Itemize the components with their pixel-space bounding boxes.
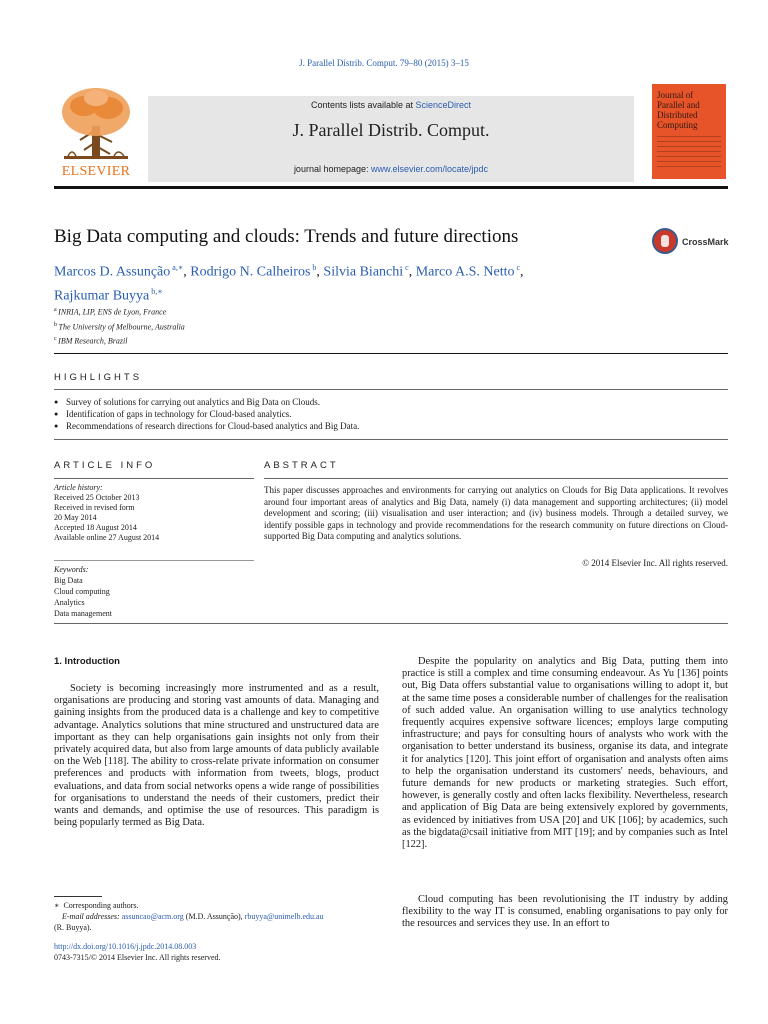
journal-homepage-link[interactable]: www.elsevier.com/locate/jpdc: [371, 164, 489, 174]
author-separator: ,: [183, 264, 191, 280]
footnote-email-owner: (R. Buyya).: [54, 923, 92, 932]
contents-line: Contents lists available at ScienceDirect: [310, 100, 472, 110]
journal-citation[interactable]: J. Parallel Distrib. Comput. 79–80 (2015) 3–15: [299, 58, 469, 68]
affiliation-line: $^c$ IBM Research, Brazil: [54, 336, 128, 346]
abstract-rule: [264, 478, 728, 479]
keyword: Cloud computing: [54, 587, 110, 596]
highlights-heading: HIGHLIGHTS: [54, 372, 143, 383]
affiliation-line: $^b$ The University of Melbourne, Australia: [54, 321, 185, 332]
footnote-corresponding: ∗ Corresponding authors.: [54, 901, 139, 910]
author-name[interactable]: Silvia Bianchi: [323, 264, 404, 280]
crossmark-icon: [652, 228, 678, 254]
doi-block: [54, 941, 379, 963]
author-affiliation-marker[interactable]: a,∗: [170, 263, 184, 272]
history-label: Article history:: [54, 483, 103, 492]
journal-info-box: [148, 96, 634, 182]
history-line: Accepted 18 August 2014: [54, 523, 137, 532]
keyword: Big Data: [54, 576, 83, 585]
author-name[interactable]: Rajkumar Buyya: [54, 288, 150, 304]
sciencedirect-link[interactable]: ScienceDirect: [415, 100, 472, 110]
journal-cover-thumbnail[interactable]: [652, 84, 726, 179]
footnote: [54, 900, 379, 933]
highlight-item: ● Identification of gaps in technology for Cloud-based analytics.: [54, 408, 359, 420]
keyword: Data management: [54, 609, 112, 618]
email-link[interactable]: assuncao@acm.org: [121, 912, 184, 921]
article-history: [54, 483, 254, 543]
crossmark-label: CrossMark: [682, 237, 729, 247]
article-info-heading: ARTICLE INFO: [54, 460, 156, 471]
tree-icon: [54, 84, 138, 164]
author-separator: ,: [316, 264, 324, 280]
history-line: 20 May 2014: [54, 513, 97, 522]
journal-name: J. Parallel Distrib. Comput.: [292, 120, 490, 140]
publisher-name: ELSEVIER: [61, 164, 131, 179]
history-line: Received in revised form: [54, 503, 135, 512]
doi-link[interactable]: http://dx.doi.org/10.1016/j.jpdc.2014.08.003: [54, 942, 197, 951]
abstract-heading: ABSTRACT: [264, 460, 339, 471]
keywords: [54, 564, 254, 619]
author-affiliation-marker[interactable]: b,∗: [149, 286, 163, 296]
author-name[interactable]: Marco A.S. Netto: [415, 264, 515, 280]
highlight-item: ● Survey of solutions for carrying out analytics and Big Data on Clouds.: [54, 396, 359, 408]
homepage-line: journal homepage: www.elsevier.com/locate/jpdc: [293, 164, 489, 174]
footnote-emails: E-mail addresses: assuncao@acm.org (M.D. Assunção), rbuyya@unimelb.edu.au: [62, 912, 324, 921]
article-title: Big Data computing and clouds: Trends and future directions: [54, 226, 519, 247]
elsevier-logo: [54, 84, 138, 182]
author-affiliation-marker[interactable]: c: [514, 263, 521, 272]
footnote-rule: [54, 896, 102, 897]
highlights-list: [54, 396, 359, 432]
crossmark-button[interactable]: [652, 228, 728, 256]
title-rule: [54, 353, 728, 354]
highlight-item: ● Recommendations of research directions for Cloud-based analytics and Big Data.: [54, 420, 359, 432]
highlights-bottom-rule: [54, 439, 728, 440]
header-rule: [54, 186, 728, 189]
author-separator: ,: [408, 264, 416, 280]
keywords-label: Keywords:: [54, 565, 89, 574]
body-paragraph: Society is becoming increasingly more instrumented and as a result, organisations are producing and storing vast amounts of data. Managing and gaining insights from the produced data is a challenge and key to competitive advantage. Analytics solutions that mine structured and unstructured data are important as they can help organisations gain insights not only from their privately acquired data, but also from large amounts of data publicly available on the Web [118]. The ability to cross-relate private information on consumer preferences and products with information from tweets, blogs, product evaluations, and data from social networks opens a wide range of possibilities for organisations to understand the needs of their customers, predict their wants and demands, and optimise the use of resources. This paradigm is being popularly termed as Big Data.: [54, 683, 379, 829]
affiliation-line: $^a$ INRIA, LIP, ENS de Lyon, France: [54, 307, 167, 317]
affiliations: [54, 304, 185, 348]
cover-texture: [657, 136, 721, 170]
author-separator: ,: [520, 264, 524, 280]
history-line: Available online 27 August 2014: [54, 533, 160, 542]
front-matter-rule: [54, 623, 728, 624]
author-list: [54, 258, 614, 305]
abstract-copyright: © 2014 Elsevier Inc. All rights reserved.: [582, 558, 728, 568]
cover-title: Journal of Parallel and Distributed Computing: [657, 90, 700, 130]
issn-line: 0743-7315/© 2014 Elsevier Inc. All rights reserved.: [54, 953, 221, 962]
email-link[interactable]: rbuyya@unimelb.edu.au: [244, 912, 324, 921]
history-line: Received 25 October 2013: [54, 493, 140, 502]
body-paragraph: Cloud computing has been revolutionising the IT industry by adding flexibility to the way IT is consumed, enabling organisations to pay only for the resources and services they use. In an effort to: [402, 894, 728, 930]
section-heading: 1. Introduction: [54, 656, 120, 667]
author-name[interactable]: Marcos D. Assunção: [54, 264, 171, 280]
article-info-rule: [54, 478, 254, 479]
author-affiliation-marker[interactable]: c: [403, 263, 409, 272]
keyword: Analytics: [54, 598, 85, 607]
body-paragraph: Despite the popularity on analytics and Big Data, putting them into practice is still a complex and time consuming endeavour. As Yu [136] points out, Big Data offers substantial value to organisations willing to adopt it, but at the same time poses a considerable number of challenges for the realisation of such added value. An organisation willing to use analytics technology frequently acquires expensive software licences; employs large computing infrastructure; and pays for consulting hours of analysts who work with the organisation to better understand its business, organise its data, and integrate it for analytics [120]. This joint effort of organisation and analysts often aims to help the organisation understand its customers' needs, behaviours, and future demands for new products or marketing strategies. Such effort, however, is generally costly and often lacks flexibility. Nevertheless, research and application of Big Data are being extensively explored by governments, as evidenced by initiatives from USA [20] and UK [106]; by academics, such as the bigdata@csail initiative from MIT [19]; and by companies such as Intel [122].: [402, 656, 728, 851]
abstract-text: This paper discusses approaches and environments for carrying out analytics on Clouds for Big Data applications. It revolves around four important areas of analytics and Big Data, namely (i) data management and supporting architectures; (ii) model development and scoring; (iii) visualisation and user interaction; and (iv) business models. Through a detailed survey, we identify possible gaps in technology and provide recommendations for the research community on future directions on Cloud-supported Big Data computing and analytics solutions.: [264, 485, 728, 541]
author-name[interactable]: Rodrigo N. Calheiros: [190, 264, 311, 280]
author-affiliation-marker[interactable]: b: [310, 263, 317, 272]
journal-banner: [54, 84, 728, 182]
highlights-rule: [54, 389, 728, 390]
keywords-rule: [54, 560, 254, 561]
